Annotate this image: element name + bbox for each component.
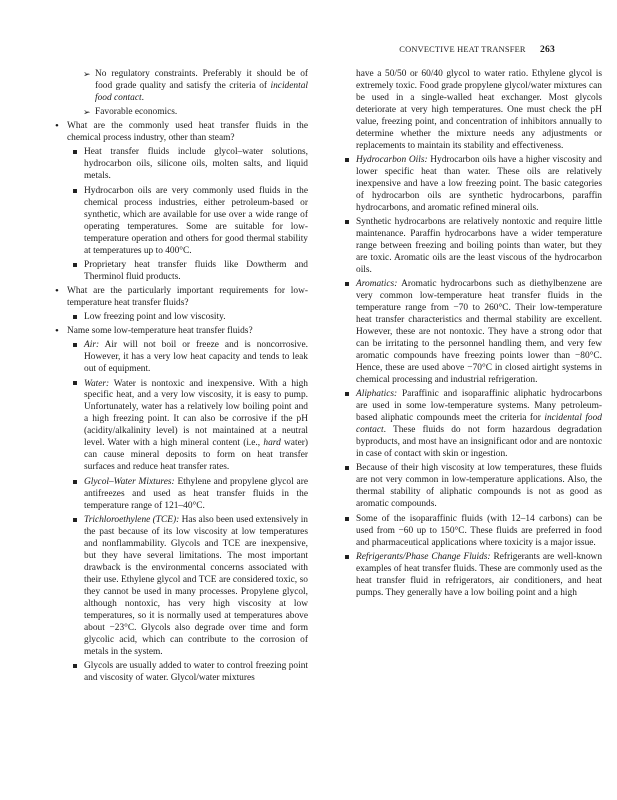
item-text: Water is nontoxic and inexpensive. With a high specific heat, and a very low viscosity, it is easy to pump. Unfortunately, water has a relatively low boiling point and a high freezing point. It can also be corrosive if the pH (acidity/alkalinity level) is not maintained at a neutral level. Water with a high mineral content (i.e., <box>84 378 308 449</box>
bullet-arrow-icon: ➢ <box>83 107 91 118</box>
item-tail: . <box>141 92 144 103</box>
bullet-square-icon <box>73 312 77 324</box>
item-text: Air will not boil or freeze and is noncorrosive. However, it has a very low heat capacity and tends to leak out of equipment. <box>84 340 308 375</box>
list-item <box>344 463 602 511</box>
list-item <box>344 552 602 600</box>
list-item <box>344 389 602 461</box>
page-number: 263 <box>540 44 555 55</box>
right-column <box>344 69 602 600</box>
item-text: Has also been used extensively in the past because of its low viscosity at low temperatures and nonflammability. Glycols and TCE are inexpensive, but they have several limitations. The most important drawback is the environmental concerns associated with their use. Ethylene glycol and TCE are considered toxic, so they cannot be used in many processes. Propylene glycol, although nontoxic, has very high viscosity at low temperatures, so it is normally used at temperatures above about −23°C. Glycols also degrade over time and form glycolic acid, which can contribute to the corrosion of metals in the system. <box>84 514 308 657</box>
item-tail: . These fluids do not form hazardous degradation byproducts, and most have an insignificant odor and are nontoxic in case of contact with skin or ingestion. <box>356 425 602 460</box>
bullet-dot-icon: • <box>55 284 59 297</box>
item-text: Refrigerants are well-known examples of heat transfer fluids. These are commonly used as the heat transfer fluid in refrigerators, air conditioners, and heat pumps. They generally have a low boiling point and a high <box>356 551 603 598</box>
list-item <box>55 186 308 258</box>
bullet-arrow-icon: ➢ <box>83 69 91 79</box>
item-text: Ethylene and propylene glycol are antifreezes and used as heat transfer fluids in the temperature range of 121–40°C. <box>84 476 308 511</box>
list-item <box>55 515 308 659</box>
item-label: Water: <box>84 378 110 389</box>
bullet-square-icon <box>345 463 349 475</box>
item-text: Synthetic hydrocarbons are relatively nontoxic and require little maintenance. Paraffin hydrocarbons have a wider temperature range between freezing and boiling points than water, but they are toxic. Aromatic oils are the least viscous of the hydrocarbon oils. <box>356 217 602 276</box>
item-text: Some of the isoparaffinic fluids (with 12–14 carbons) can be used from −60 up to 150°C. These fluids are preferred in food and pharmaceutical applications where toxicity is a major issue. <box>356 513 602 548</box>
item-text: Name some low-temperature heat transfer fluids? <box>67 326 253 337</box>
bullet-square-icon <box>73 477 77 489</box>
bullet-square-icon <box>345 279 349 291</box>
list-item <box>344 279 602 387</box>
item-text: Proprietary heat transfer fluids like Dowtherm and Therminol fluid products. <box>84 259 308 282</box>
item-label: Refrigerants/Phase Change Fluids: <box>356 551 491 562</box>
item-text: Because of their high viscosity at low temperatures, these fluids are not very common in low-temperature applications. Also, the thermal stability of aliphatic compounds is not as good as aromatic compounds. <box>356 463 602 510</box>
item-text: Favorable economics. <box>95 107 178 118</box>
item-label: Aliphatics: <box>356 389 398 400</box>
item-label: Hydrocarbon Oils: <box>356 155 428 166</box>
item-text: Hydrocarbon oils are very commonly used fluids in the chemical process industries, either petroleum-based or synthetic, which are available for use over a wide range of operating temperatures. Some are suitable for low-temperature operation and others for good thermal stability at temperatures up to 400°C. <box>84 185 308 256</box>
item-emphasis: incidental food contact <box>95 80 308 103</box>
item-emphasis: incidental food contact <box>356 413 602 436</box>
bullet-square-icon <box>73 661 77 673</box>
bullet-square-icon <box>73 260 77 272</box>
item-text: No regulatory constraints. Preferably it should be of food grade quality and satisfy the criteria of <box>95 69 308 91</box>
item-text: Heat transfer fluids include glycol–water solutions, hydrocarbon oils, silicone oils, molten salts, and liquid metals. <box>84 147 308 182</box>
list-item <box>55 147 308 183</box>
list-item <box>55 661 308 685</box>
item-text: Aromatic hydrocarbons such as diethylbenzene are very common low-temperature heat transfer fluids in the temperature range from −70 to 260°C. Their low-temperature heat transfer characteristics and thermal stability are excellent. However, these are not nontoxic. They have a strong odor that can be irritating to the personnel handling them, and very few aromatic compounds have freezing points lower than −80°C. Hence, these are used above −70°C in closed airtight systems in chemical processing and industrial refrigeration. <box>356 279 602 386</box>
list-item <box>55 379 308 475</box>
item-text: Paraffinic and isoparaffinic aliphatic hydrocarbons are used in some low-temperature systems. Many petroleum-based aliphatic compounds meet the criteria for <box>356 389 602 424</box>
item-label: Trichloroethylene (TCE): <box>84 514 180 525</box>
item-tail: water) can cause mineral deposits to form on heat transfer surfaces and reduce heat transfer rates. <box>84 438 308 473</box>
list-item <box>344 217 602 277</box>
bullet-square-icon <box>345 552 349 564</box>
list-item <box>55 312 308 324</box>
list-item <box>55 286 308 310</box>
running-title: CONVECTIVE HEAT TRANSFER <box>399 45 526 54</box>
item-label: Air: <box>84 340 100 351</box>
bullet-dot-icon: • <box>55 120 59 133</box>
item-emphasis: hard <box>263 438 281 449</box>
list-item <box>344 514 602 550</box>
bullet-square-icon <box>345 217 349 229</box>
item-text: Low freezing point and low viscosity. <box>84 312 226 323</box>
bullet-dot-icon: • <box>55 325 59 338</box>
list-item <box>55 477 308 513</box>
bullet-square-icon <box>73 379 77 391</box>
bullet-square-icon <box>73 147 77 159</box>
bullet-square-icon <box>73 340 77 352</box>
list-item <box>55 121 308 145</box>
item-text: Glycols are usually added to water to control freezing point and viscosity of water. Glycol/water mixtures <box>84 660 308 683</box>
bullet-square-icon <box>345 514 349 526</box>
continuation-paragraph: have a 50/50 or 60/40 glycol to water ratio. Ethylene glycol is extremely toxic. Food grade propylene glycol/water mixtures can be used in a single-walled heat exchanger. Most glycols deteriorate at very high temperatures. One must check the pH value, freezing point, and concentration of inhibitors annually to determine whether the mixture needs any adjustments or replacements to maintain its stability and effectiveness. <box>356 69 602 151</box>
left-column <box>55 69 308 685</box>
list-item <box>55 326 308 338</box>
bullet-square-icon <box>73 515 77 527</box>
list-item <box>55 340 308 376</box>
bullet-square-icon <box>73 186 77 198</box>
list-item <box>55 260 308 284</box>
item-label: Aromatics: <box>356 279 398 290</box>
bullet-square-icon <box>345 389 349 401</box>
running-header <box>399 44 555 55</box>
item-text: What are the particularly important requirements for low-temperature heat transfer fluids? <box>67 285 308 308</box>
bullet-square-icon <box>345 155 349 167</box>
item-label: Glycol–Water Mixtures: <box>84 476 175 487</box>
item-text: What are the commonly used heat transfer fluids in the chemical process industry, other than steam? <box>67 121 308 144</box>
list-item <box>55 69 308 105</box>
list-item <box>55 107 308 119</box>
list-item <box>344 155 602 215</box>
item-text: Hydrocarbon oils have a higher viscosity and lower specific heat than water. These oils are relatively inexpensive and have a low freezing point. The basic categories of hydrocarbon oils are synthetic hydrocarbons, paraffin hydrocarbons, and aromatic refined mineral oils. <box>356 155 602 214</box>
